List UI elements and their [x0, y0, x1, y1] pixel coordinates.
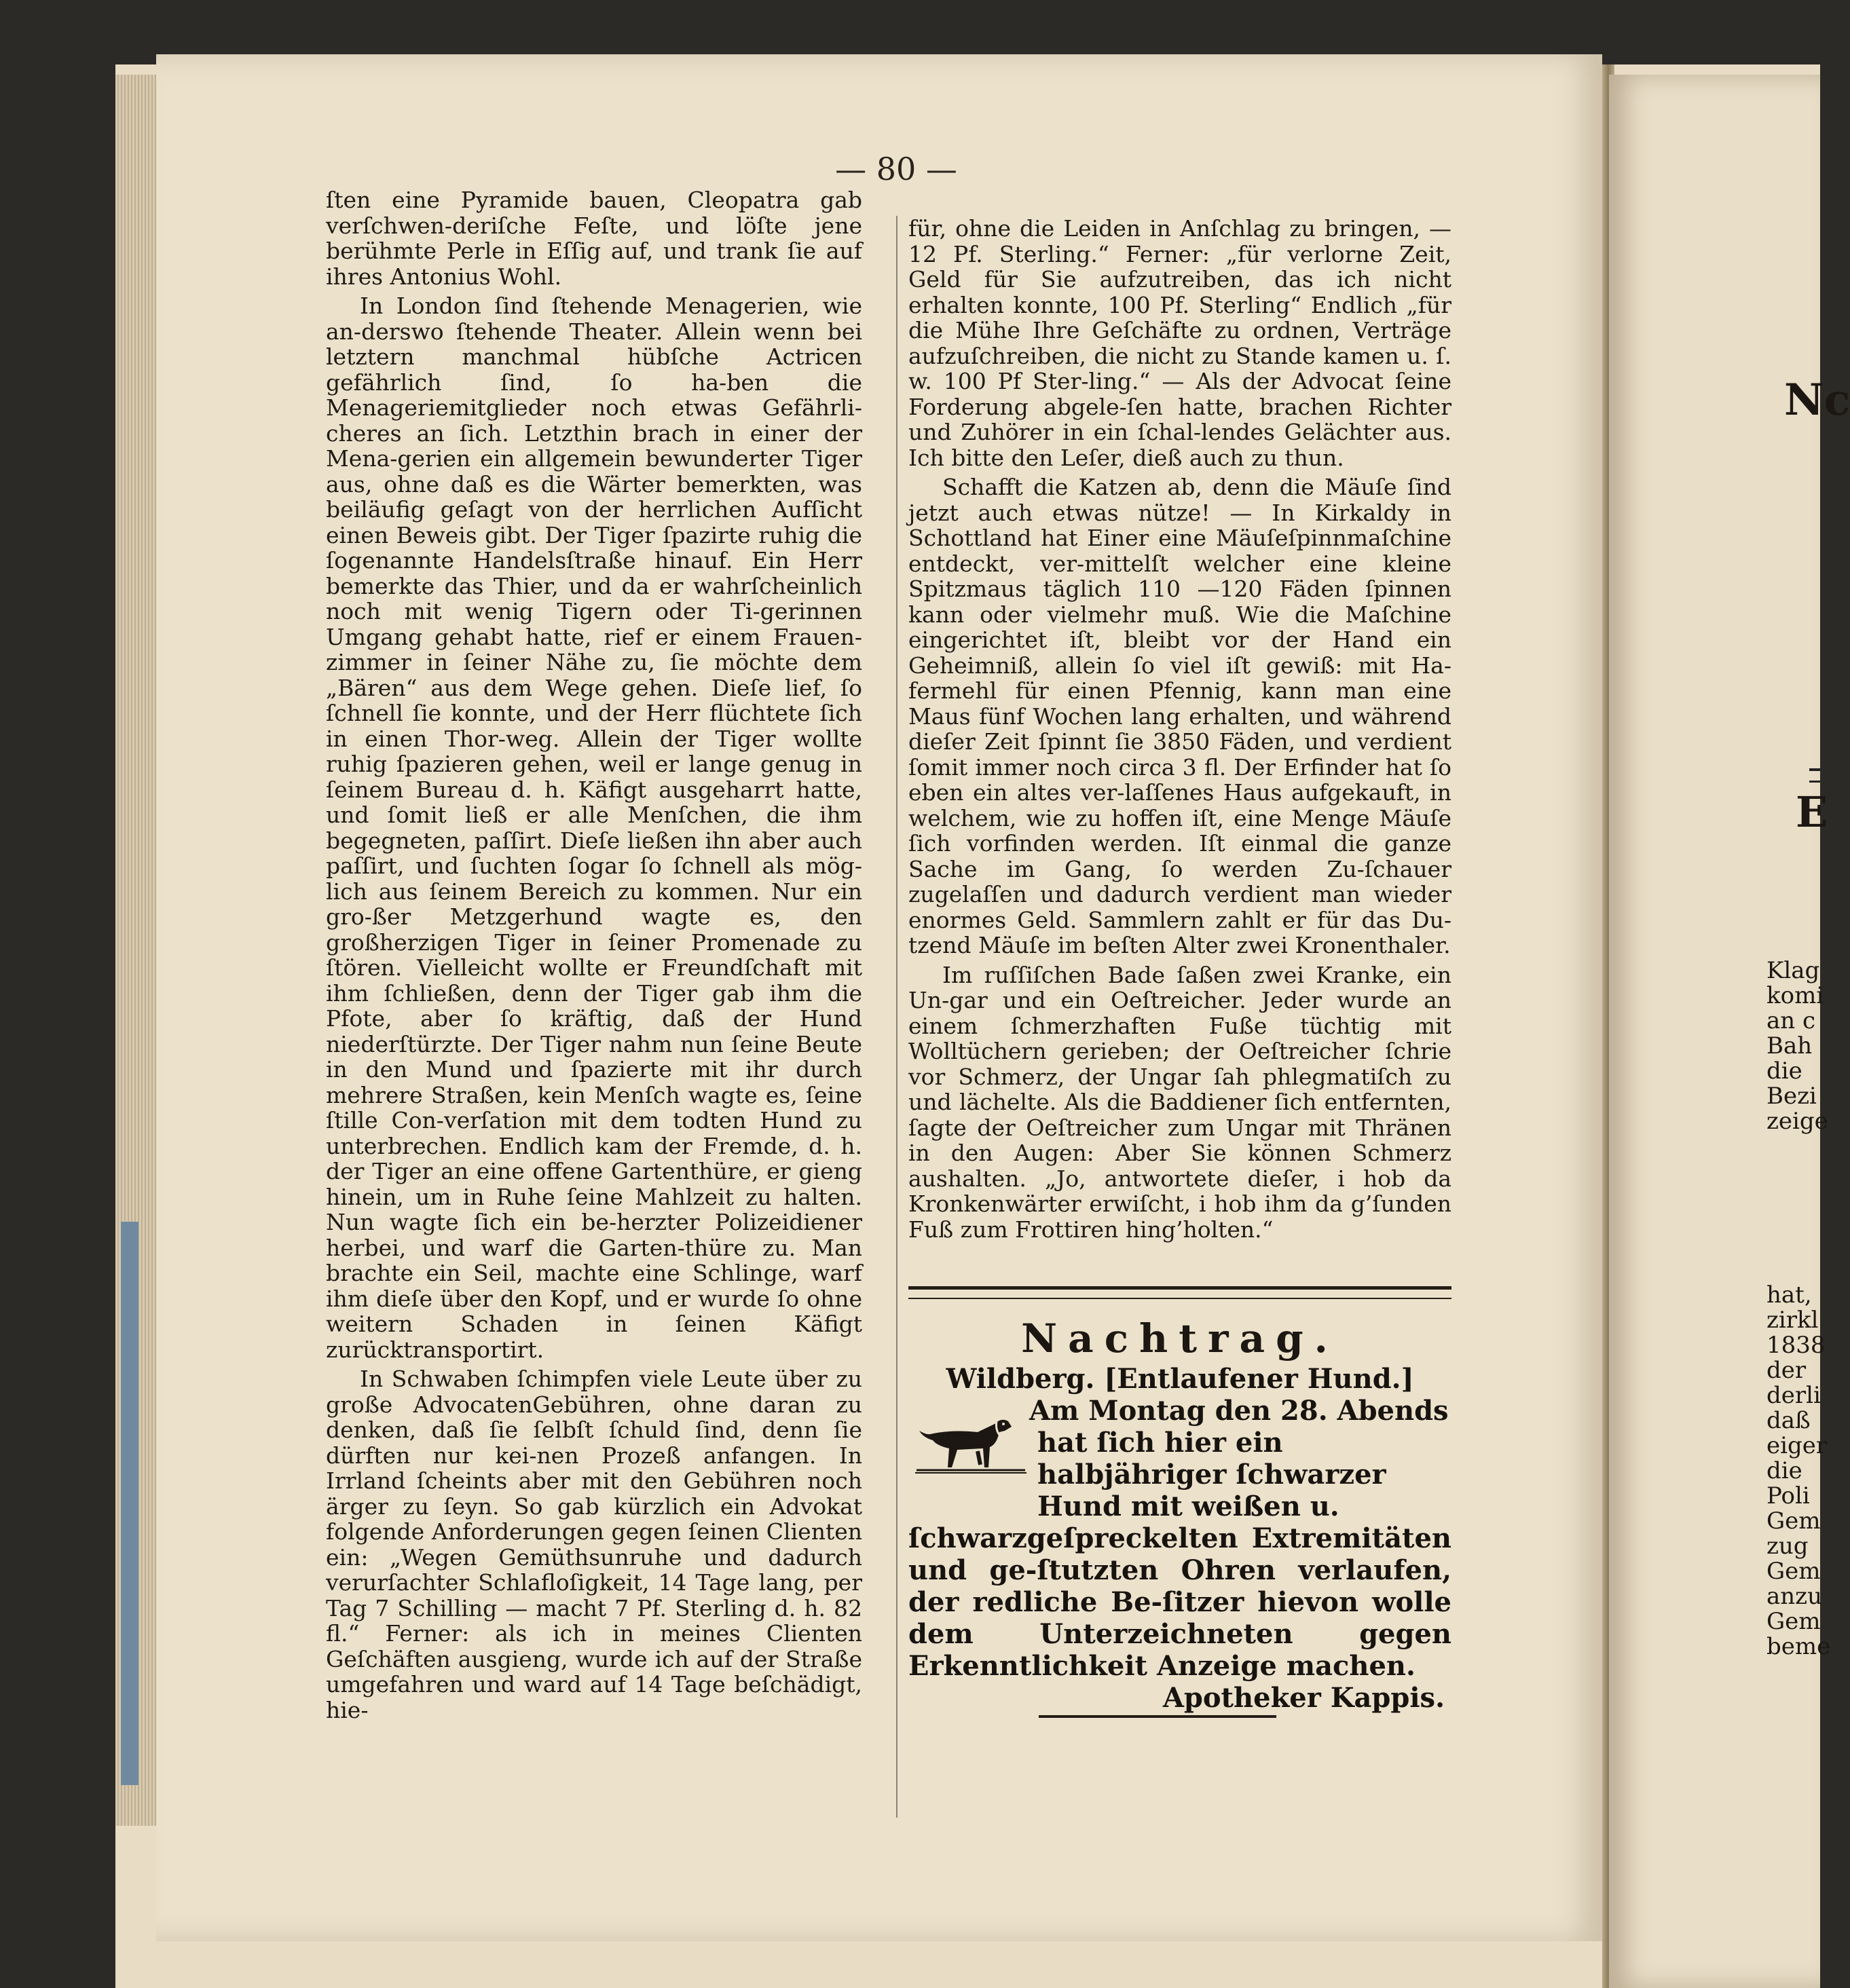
facing-word: komi [1766, 982, 1824, 1009]
facing-word: Gem [1766, 1558, 1821, 1585]
section-double-rule [908, 1286, 1451, 1299]
facing-word: der [1766, 1357, 1807, 1384]
facing-double-rule [1809, 768, 1820, 783]
facing-word: Bah [1766, 1032, 1813, 1059]
facing-word: Gem [1766, 1608, 1821, 1635]
facing-word: beme [1766, 1633, 1831, 1660]
paragraph: Im ruſſiſchen Bade ſaßen zwei Kranke, ein Un-gar und ein Oeſtreicher. Jeder wurde an einem ſchmerzhaften Fuße tüchtig mit Wolltüchern gerieben; der Oeſtreicher ſchrie vor Schmerz, der Ungar ſah phlegmatiſch zu und lächelte. Als die Baddiener ſich entfernten, ſagte der Oeſtreicher zum Ungar mit Thränen in den Augen: Aber Sie können Schmerz aushalten. „Jo, antwortete dieſer, i hob da Kronkenwärter erwiſcht, i hob ihm da g’ſunden Fuß zum Frottiren hing’holten.“ [908, 961, 1451, 1243]
paragraph: ſten eine Pyramide bauen, Cleopatra gab verſchwen-deriſche Feſte, und löſte jene berühmte Perle in Eſſig auf, und trank ſie auf ihres Antonius Wohl. [326, 187, 862, 290]
facing-word: an c [1766, 1007, 1816, 1034]
paragraph: für, ohne die Leiden in Anſchlag zu bringen, — 12 Pf. Sterling.“ Ferner: „für verlorne Zeit, Geld für Sie aufzutreiben, das ich nicht erhalten konnte, 100 Pf. Sterling“ Endlich „für die Mühe Ihre Geſchäfte zu ordnen, Verträge aufzuſchreiben, die nicht zu Stande kamen u. ſ. w. 100 Pf Ster-ling.“ — Als der Advocat ſeine Forderung abgele-ſen hatte, brachen Richter und Zuhörer in ein ſchal-lendes Gelächter aus. Ich bitte den Leſer, dieß auch zu thun. [908, 215, 1451, 471]
facing-word: die [1766, 1457, 1802, 1484]
paragraph: Schafft die Katzen ab, denn die Mäuſe ſind jetzt auch etwas nütze! — In Kirkaldy in Schottland hat Einer eine Mäuſeſpinnmaſchine entdeckt, ver-mittelſt welcher eine kleine Spitzmaus täglich 110 —120 Fäden ſpinnen kann oder vielmehr muß. Wie die Maſchine eingerichtet iſt, bleibt vor der Hand ein Geheimniß, allein ſo viel iſt gewiß: mit Ha-fermehl für einen Pfennig, kann man eine Maus fünf Wochen lang erhalten, und während dieſer Zeit ſpinnt ſie 3850 Fäden, und verdient ſomit immer noch circa 3 fl. Der Erfinder hat ſo eben ein altes ver-laſſenes Haus aufgekauft, in welchem, wie zu hoffen iſt, eine Menge Mäuſe ſich vorfinden werden. Iſt einmal die ganze Sache im Gang, ſo werden Zu-ſchauer zugelaſſen und dadurch verdient man wieder enormes Geld. Sammlern zahlt er für das Du-tzend Mäuſe im beſten Alter zwei Kronenthaler. [908, 474, 1451, 958]
facing-word: Klag [1766, 957, 1820, 984]
paragraph: In Schwaben ſchimpfen viele Leute über zu große AdvocatenGebühren, ohne daran zu denken, daß ſie ſelbſt ſchuld ſind, denn ſie dürften nur kei-nen Prozeß anfangen. In Irrland ſcheints aber mit den Gebühren noch ärger zu ſeyn. So gab kürzlich ein Advokat folgende Anforderungen gegen ſeinen Clienten ein: „Wegen Gemüthsunruhe und dadurch verurſachter Schlafloſigkeit, 14 Tage lang, per Tag 7 Schilling — macht 7 Pf. Sterling d. h. 82 fl.“ Ferner: als ich in meines Clienten Geſchäften ausgieng, wurde ich auf der Straße umgefahren und ward auf 14 Tage beſchädigt, hie- [326, 1366, 862, 1723]
facing-word: eiger [1766, 1432, 1828, 1459]
notice-heading: Wildberg. [Entlaufener Hund.] [946, 1363, 1414, 1395]
notice-body-first: Am Montag den 28. Abends hat ſich hier ein halbjähriger ſchwarzer Hund mit weißen u. [1029, 1395, 1449, 1522]
facing-word: zug [1766, 1533, 1809, 1560]
page-number: — 80 — [835, 151, 957, 187]
facing-words-lower [1766, 1283, 1830, 1659]
facing-word: hat, [1766, 1281, 1812, 1309]
facing-heading-fragment: Nc [1784, 375, 1850, 426]
nachtrag-title: Nachtrag. [1021, 1315, 1339, 1362]
facing-word: daß [1766, 1407, 1811, 1434]
facing-word: Bezi [1766, 1083, 1817, 1110]
facing-word: die [1766, 1057, 1802, 1085]
paragraph: In London ſind ſtehende Menagerien, wie an-derswo ſtehende Theater. Allein wenn bei letztern manchmal hübſche Actricen gefährlich ſind, ſo ha-ben die Menageriemitglieder noch etwas Gefährli-cheres an ſich. Letzthin brach in einer der Mena-gerien ein allgemein bewunderter Tiger aus, ohne daß es die Wärter bemerkten, was beiläufig geſagt von der herrlichen Aufſicht einen Beweis gibt. Der Tiger ſpazirte ruhig die ſogenannte Handelsſtraße hinauf. Ein Herr bemerkte das Thier, und da er wahrſcheinlich noch mit wenig Tigern oder Ti-gerinnen Umgang gehabt hatte, rief er einem Frauen-zimmer in ſeiner Nähe zu, ſie möchte dem „Bären“ aus dem Wege gehen. Dieſe lief, ſo ſchnell ſie konnte, und der Herr flüchtete ſich in einen Thor-weg. Allein der Tiger wollte ruhig ſpazieren gehen, weil er lange genug in ſeinem Bureau d. h. Käfigt ausgeharrt hatte, und ſomit ließ er alle Menſchen, die ihm begegneten, paſſirt. Dieſe ließen ihn aber auch paſſirt, und ſuchten ſogar ſo ſchnell als mög-lich aus ſeinem Bereich zu kommen. Nur ein gro-ßer Metzgerhund wagte es, den großherzigen Tiger in ſeiner Promenade zu ſtören. Vielleicht wollte er Freundſchaft mit ihm ſchließen, denn der Tiger gab ihm die Pfote, aber ſo kräftig, daß der Hund niederſtürzte. Der Tiger nahm nun ſeine Beute in den Mund und ſpazierte mit ihr durch mehrere Straßen, kein Menſch wagte es, ſeine ſtille Con-verſation mit dem todten Hund zu unterbrechen. Endlich kam der Fremde, d. h. der Tiger an eine offene Gartenthüre, er gieng hinein, um in Ruhe ſeine Mahlzeit zu halten. Nun wagte ſich ein be-herzter Polizeidiener herbei, und warf die Garten-thüre zu. Man brachte ein Seil, machte eine Schlinge, warf ihm dieſe über den Kopf, und er wurde ſo ohne weitern Schaden in ſeinen Käfigt zurücktransportirt. [326, 293, 862, 1363]
notice-signature: Apotheker Kappis. [1162, 1682, 1445, 1714]
dog-woodcut-icon [910, 1397, 1032, 1478]
facing-word: derli [1766, 1382, 1821, 1409]
facing-initial-fragment: E [1796, 787, 1828, 837]
facing-word: Gem [1766, 1507, 1821, 1535]
facing-word: 1838 [1766, 1332, 1826, 1359]
notice-body-rest: ſchwarzgeſpreckelten Extremitäten und ge-ſtutzten Ohren verlaufen, der redliche Be-ſitzer hievon wolle dem Unterzeichneten gegen Erkenntlichkeit Anzeige machen. [908, 1522, 1451, 1682]
facing-word: anzu [1766, 1583, 1822, 1610]
spine-cloth [121, 1222, 138, 1785]
left-column [326, 187, 862, 1727]
facing-word: Poli [1766, 1482, 1810, 1509]
facing-words-upper [1766, 958, 1828, 1134]
right-column [908, 216, 1451, 1246]
facing-word: zirkl [1766, 1307, 1819, 1334]
column-divider [896, 216, 898, 1818]
facing-word: zeige [1766, 1108, 1828, 1135]
end-rule [1039, 1715, 1276, 1718]
